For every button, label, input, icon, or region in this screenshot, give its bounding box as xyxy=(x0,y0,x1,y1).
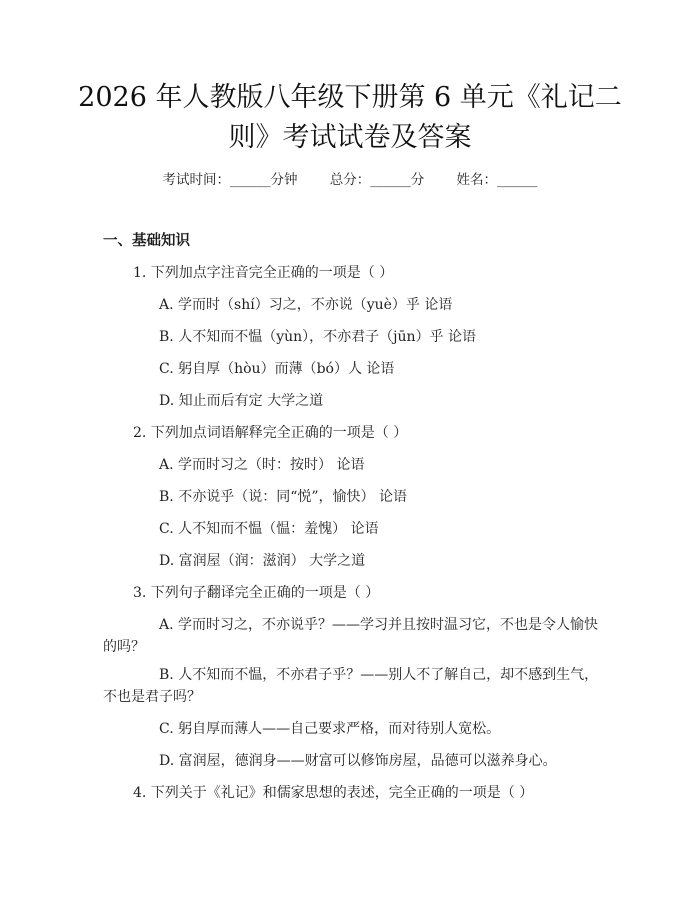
title-line-1: 2026 年人教版八年级下册第 6 单元《礼记二 xyxy=(78,82,622,113)
question-option: A. 学而时习之，不亦说乎？——学习并且按时温习它，不也是令人愉快 xyxy=(159,617,599,633)
section-heading: 一、基础知识 xyxy=(103,233,190,249)
question-option: B. 不亦说乎（说：同“悦”，愉快） 论语 xyxy=(159,489,407,505)
question-option: B. 人不知而不愠，不亦君子乎？——别人不了解自己，却不感到生气， xyxy=(159,667,599,683)
question-stem: 1. 下列加点字注音完全正确的一项是（ ） xyxy=(133,265,394,281)
question-option: D. 知止而后有定 大学之道 xyxy=(159,393,324,409)
question-stem: 3. 下列句子翻译完全正确的一项是（ ） xyxy=(133,585,380,601)
question-option: D. 富润屋（润：滋润） 大学之道 xyxy=(159,553,366,569)
question-option: A. 学而时（shí）习之，不亦说（yuè）乎 论语 xyxy=(159,297,453,313)
exam-info-row xyxy=(0,168,700,188)
title-line-2: 则》考试试卷及答案 xyxy=(228,122,472,153)
question-option: C. 躬自厚而薄人——自己要求严格，而对待别人宽松。 xyxy=(159,721,501,737)
question-stem: 4. 下列关于《礼记》和儒家思想的表述，完全正确的一项是（ ） xyxy=(133,785,534,801)
document-title xyxy=(60,78,640,158)
question-stem: 2. 下列加点词语解释完全正确的一项是（ ） xyxy=(133,425,408,441)
question-option: B. 人不知而不愠（yùn），不亦君子（jūn）乎 论语 xyxy=(159,329,476,345)
student-name-field: 姓名：______ xyxy=(456,172,538,188)
question-option: A. 学而时习之（时：按时） 论语 xyxy=(159,457,365,473)
question-option-continued: 不也是君子吗？ xyxy=(103,689,201,705)
question-option: C. 躬自厚（hòu）而薄（bó）人 论语 xyxy=(159,361,395,377)
question-option: C. 人不知而不愠（愠：羞愧） 论语 xyxy=(159,521,379,537)
question-option-continued: 的吗？ xyxy=(103,639,145,655)
exam-time-field: 考试时间：______分钟 xyxy=(162,172,298,188)
question-option: D. 富润屋，德润身——财富可以修饰房屋，品德可以滋养身心。 xyxy=(159,753,557,769)
total-score-field: 总分：______分 xyxy=(329,172,425,188)
